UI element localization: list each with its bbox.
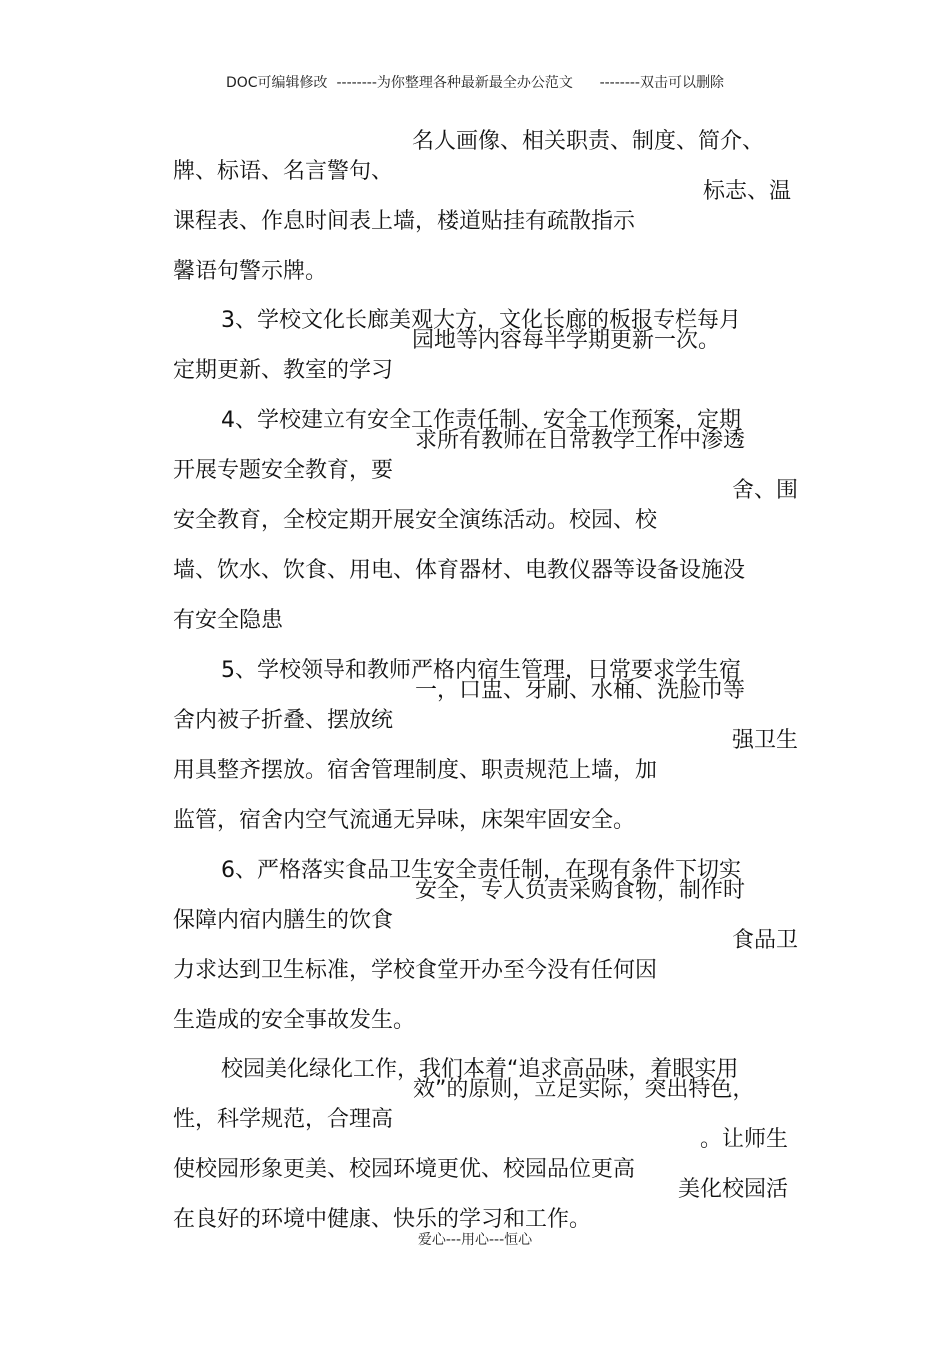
text-line [145,526,805,583]
text-segment: 舍内被子折叠、摆放统 [172,708,393,733]
text-line [145,177,805,234]
text-segment: 用具整齐摆放。宿舍管理制度、职责规范上墙，加 [172,758,657,783]
paragraph-start-line [193,276,853,333]
text-segment: 美化校园活 [678,1177,789,1202]
text-line [145,1175,805,1232]
page-footer: 爱心---用心---恒心 [417,1232,533,1248]
page-header: DOC可编辑修改 --------为你整理各种最新最全办公范文 --------双击可以删除 [225,75,724,91]
text-line [145,227,805,284]
text-segment: 强卫生 [732,728,799,753]
text-segment: 5、学校领导和教师严格内宿生管理，日常要求学生宿 [220,658,741,683]
text-line [145,326,805,383]
text-segment: 在良好的环境中健康、快乐的学习和工作。 [172,1207,591,1232]
text-segment: 监管，宿舍内空气流通无异味，床架牢固安全。 [172,808,635,833]
text-segment: 力求达到卫生标准，学校食堂开办至今没有任何因 [172,958,657,983]
paragraph-start-line [193,626,853,683]
text-line [145,726,805,783]
text-line [145,976,805,1033]
text-segment: 安全教育，全校定期开展安全演练活动。校园、校 [172,508,657,533]
text-segment: 校园美化绿化工作，我们本着“追求高品味，着眼实用 [220,1057,739,1082]
text-segment: 园地等内容每半学期更新一次。 [412,328,721,353]
text-segment: 墙、饮水、饮食、用电、体育器材、电教仪器等设备设施没 [172,558,745,583]
text-line [145,1125,805,1182]
text-line [145,127,805,184]
text-line [145,576,805,633]
text-line [145,1075,805,1132]
text-segment: 食品卫 [732,928,799,953]
paragraph-start-line [193,1025,853,1082]
text-segment: 馨语句警示牌。 [172,259,327,284]
text-segment: 。让师生 [700,1127,789,1152]
text-segment: 4、学校建立有安全工作责任制、安全工作预案，定期 [220,408,741,433]
text-segment: 保障内宿内膳生的饮食 [172,908,393,933]
text-segment: 生造成的安全事故发生。 [172,1008,415,1033]
paragraph-start-line [193,826,853,883]
paragraph-start-line [193,376,853,433]
text-line [145,676,805,733]
text-segment: 开展专题安全教育，要 [172,458,393,483]
text-segment: 牌、标语、名言警句、 [172,159,393,184]
text-segment: 求所有教师在日常教学工作中渗透 [415,428,746,453]
text-segment: 效”的原则，立足实际，突出特色， [413,1077,755,1102]
text-line [145,876,805,933]
text-segment: 3、学校文化长廊美观大方，文化长廊的板报专栏每月 [220,308,741,333]
text-segment: 6、严格落实食品卫生安全责任制，在现有条件下切实 [220,858,741,883]
text-line [145,476,805,533]
text-line [145,426,805,483]
text-segment: 有安全隐患 [172,608,283,633]
text-segment: 舍、围 [732,478,799,503]
text-segment: 使校园形象更美、校园环境更优、校园品位更高 [172,1157,635,1182]
text-segment: 定期更新、教室的学习 [172,358,393,383]
text-segment: 性，科学规范，合理高 [172,1107,393,1132]
text-segment: 课程表、作息时间表上墙，楼道贴挂有疏散指示 [172,209,635,234]
text-segment: 名人画像、相关职责、制度、简介、 [412,129,765,154]
text-line [145,926,805,983]
text-segment: 安全，专人负责采购食物，制作时 [415,878,746,903]
text-segment: 一，口盅、牙刷、水桶、洗脸巾等 [415,678,746,703]
text-line [145,776,805,833]
text-segment: 标志、温 [703,179,792,204]
